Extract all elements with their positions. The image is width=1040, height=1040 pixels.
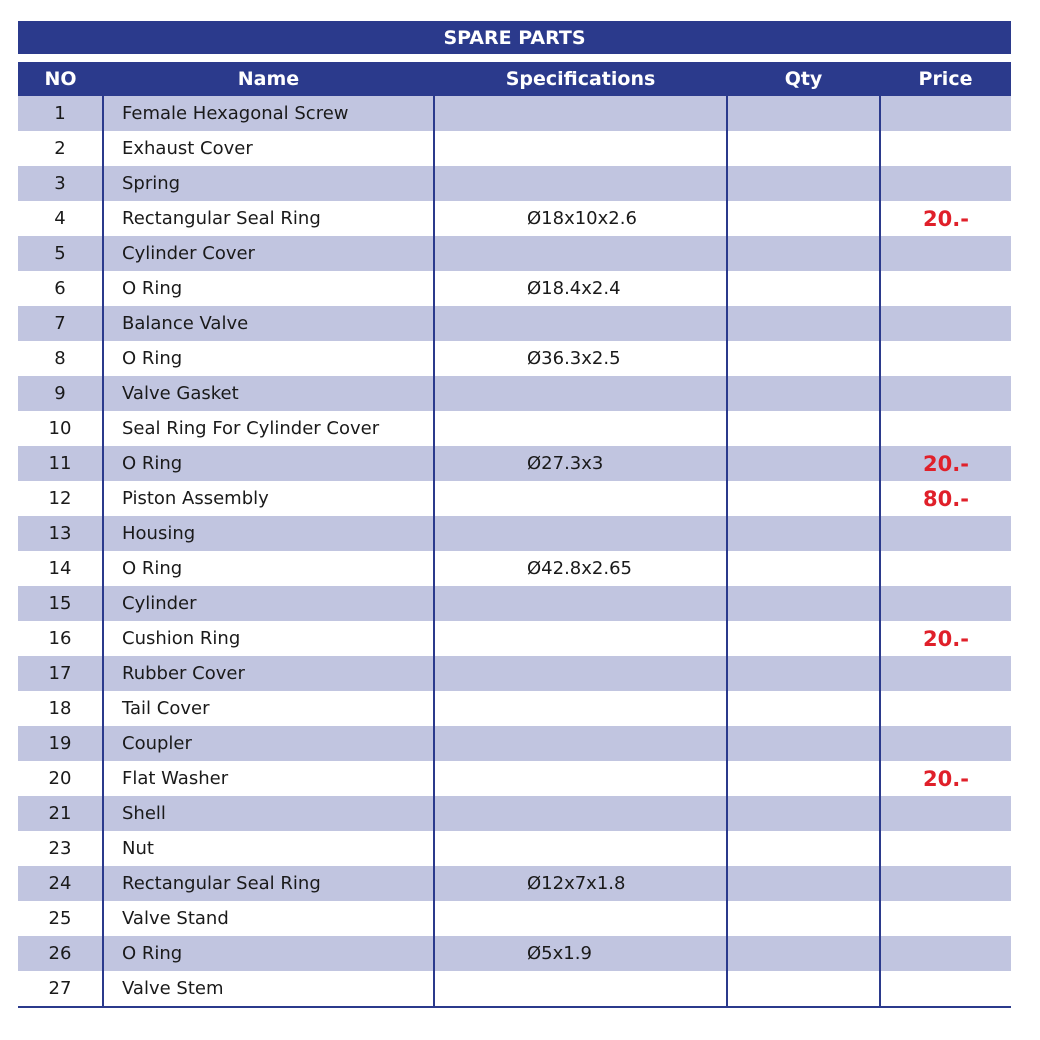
cell-name: O Ring <box>103 551 434 586</box>
table-row <box>18 796 1011 831</box>
cell-no: 24 <box>18 866 103 901</box>
cell-name: O Ring <box>103 936 434 971</box>
cell-no: 9 <box>18 376 103 411</box>
cell-no: 5 <box>18 236 103 271</box>
cell-name: O Ring <box>103 341 434 376</box>
title-gap <box>18 54 1011 62</box>
cell-specifications: Ø18x10x2.6 <box>434 201 727 236</box>
cell-qty <box>727 621 880 656</box>
cell-no: 18 <box>18 691 103 726</box>
cell-price: 20.- <box>880 446 1011 481</box>
table-row <box>18 621 1011 656</box>
cell-no: 20 <box>18 761 103 796</box>
table-row <box>18 516 1011 551</box>
cell-no: 11 <box>18 446 103 481</box>
cell-name: Cylinder Cover <box>103 236 434 271</box>
cell-no: 4 <box>18 201 103 236</box>
cell-name: Rectangular Seal Ring <box>103 201 434 236</box>
table-row <box>18 481 1011 516</box>
cell-name: Balance Valve <box>103 306 434 341</box>
cell-qty <box>727 866 880 901</box>
cell-name: Rectangular Seal Ring <box>103 866 434 901</box>
cell-qty <box>727 341 880 376</box>
cell-name: Exhaust Cover <box>103 131 434 166</box>
cell-name: Seal Ring For Cylinder Cover <box>103 411 434 446</box>
cell-qty <box>727 586 880 621</box>
cell-no: 2 <box>18 131 103 166</box>
cell-name: Female Hexagonal Screw <box>103 96 434 131</box>
cell-specifications: Ø18.4x2.4 <box>434 271 727 306</box>
cell-price <box>880 96 1011 131</box>
table-row <box>18 551 1011 586</box>
cell-qty <box>727 726 880 761</box>
cell-price <box>880 586 1011 621</box>
cell-price <box>880 901 1011 936</box>
cell-specifications: Ø12x7x1.8 <box>434 866 727 901</box>
table-row <box>18 971 1011 1007</box>
cell-no: 27 <box>18 971 103 1007</box>
cell-specifications <box>434 726 727 761</box>
cell-specifications <box>434 691 727 726</box>
cell-price <box>880 341 1011 376</box>
table-row <box>18 446 1011 481</box>
cell-qty <box>727 796 880 831</box>
page-title: SPARE PARTS <box>18 21 1011 54</box>
cell-price <box>880 831 1011 866</box>
cell-name: Valve Stem <box>103 971 434 1007</box>
table-body <box>18 96 1011 1007</box>
cell-price <box>880 971 1011 1007</box>
cell-price <box>880 691 1011 726</box>
cell-price <box>880 866 1011 901</box>
cell-specifications <box>434 411 727 446</box>
cell-price: 20.- <box>880 621 1011 656</box>
cell-specifications <box>434 901 727 936</box>
cell-specifications <box>434 516 727 551</box>
cell-specifications <box>434 96 727 131</box>
cell-name: O Ring <box>103 446 434 481</box>
cell-name: Valve Gasket <box>103 376 434 411</box>
cell-qty <box>727 411 880 446</box>
cell-name: Cushion Ring <box>103 621 434 656</box>
spare-parts-table <box>18 62 1011 1008</box>
cell-no: 17 <box>18 656 103 691</box>
spare-parts-sheet <box>18 21 1011 1008</box>
cell-specifications <box>434 376 727 411</box>
cell-price <box>880 656 1011 691</box>
table-row <box>18 306 1011 341</box>
cell-no: 10 <box>18 411 103 446</box>
cell-qty <box>727 376 880 411</box>
cell-qty <box>727 936 880 971</box>
cell-qty <box>727 761 880 796</box>
cell-no: 3 <box>18 166 103 201</box>
table-row <box>18 236 1011 271</box>
cell-specifications: Ø42.8x2.65 <box>434 551 727 586</box>
cell-price <box>880 411 1011 446</box>
cell-qty <box>727 691 880 726</box>
cell-qty <box>727 166 880 201</box>
cell-price <box>880 131 1011 166</box>
table-row <box>18 691 1011 726</box>
cell-name: Rubber Cover <box>103 656 434 691</box>
cell-qty <box>727 201 880 236</box>
cell-price <box>880 271 1011 306</box>
header-no: NO <box>18 62 103 96</box>
cell-name: Tail Cover <box>103 691 434 726</box>
cell-no: 16 <box>18 621 103 656</box>
cell-price: 20.- <box>880 761 1011 796</box>
cell-no: 7 <box>18 306 103 341</box>
cell-no: 14 <box>18 551 103 586</box>
cell-specifications <box>434 831 727 866</box>
cell-specifications <box>434 166 727 201</box>
cell-no: 12 <box>18 481 103 516</box>
cell-no: 8 <box>18 341 103 376</box>
cell-no: 19 <box>18 726 103 761</box>
cell-price <box>880 236 1011 271</box>
table-row <box>18 341 1011 376</box>
table-header <box>18 62 1011 96</box>
header-price: Price <box>880 62 1011 96</box>
table-row <box>18 411 1011 446</box>
table-row <box>18 936 1011 971</box>
cell-qty <box>727 481 880 516</box>
cell-price <box>880 516 1011 551</box>
cell-no: 21 <box>18 796 103 831</box>
table-row <box>18 831 1011 866</box>
cell-specifications <box>434 306 727 341</box>
header-name: Name <box>103 62 434 96</box>
header-qty: Qty <box>727 62 880 96</box>
table-row <box>18 131 1011 166</box>
cell-name: O Ring <box>103 271 434 306</box>
cell-specifications: Ø5x1.9 <box>434 936 727 971</box>
cell-qty <box>727 96 880 131</box>
cell-name: Piston Assembly <box>103 481 434 516</box>
cell-name: Flat Washer <box>103 761 434 796</box>
cell-specifications <box>434 586 727 621</box>
table-row <box>18 96 1011 131</box>
cell-qty <box>727 236 880 271</box>
table-row <box>18 201 1011 236</box>
cell-specifications <box>434 971 727 1007</box>
cell-price <box>880 936 1011 971</box>
cell-specifications <box>434 481 727 516</box>
cell-specifications <box>434 621 727 656</box>
table-row <box>18 726 1011 761</box>
cell-name: Shell <box>103 796 434 831</box>
cell-specifications <box>434 761 727 796</box>
cell-no: 13 <box>18 516 103 551</box>
cell-name: Spring <box>103 166 434 201</box>
cell-qty <box>727 901 880 936</box>
table-row <box>18 271 1011 306</box>
table-row <box>18 866 1011 901</box>
cell-no: 25 <box>18 901 103 936</box>
cell-no: 1 <box>18 96 103 131</box>
cell-price <box>880 796 1011 831</box>
cell-specifications <box>434 131 727 166</box>
table-row <box>18 656 1011 691</box>
cell-qty <box>727 131 880 166</box>
cell-name: Housing <box>103 516 434 551</box>
cell-specifications <box>434 796 727 831</box>
cell-no: 15 <box>18 586 103 621</box>
cell-name: Cylinder <box>103 586 434 621</box>
cell-qty <box>727 831 880 866</box>
cell-price: 80.- <box>880 481 1011 516</box>
table-row <box>18 901 1011 936</box>
cell-price <box>880 376 1011 411</box>
cell-price <box>880 306 1011 341</box>
cell-qty <box>727 551 880 586</box>
cell-qty <box>727 446 880 481</box>
cell-no: 26 <box>18 936 103 971</box>
cell-specifications: Ø36.3x2.5 <box>434 341 727 376</box>
cell-name: Valve Stand <box>103 901 434 936</box>
cell-qty <box>727 656 880 691</box>
header-row <box>18 62 1011 96</box>
cell-specifications: Ø27.3x3 <box>434 446 727 481</box>
cell-no: 23 <box>18 831 103 866</box>
cell-price: 20.- <box>880 201 1011 236</box>
cell-qty <box>727 271 880 306</box>
cell-name: Nut <box>103 831 434 866</box>
table-row <box>18 166 1011 201</box>
cell-name: Coupler <box>103 726 434 761</box>
cell-price <box>880 726 1011 761</box>
cell-no: 6 <box>18 271 103 306</box>
table-row <box>18 761 1011 796</box>
cell-qty <box>727 971 880 1007</box>
cell-qty <box>727 306 880 341</box>
table-row <box>18 376 1011 411</box>
cell-specifications <box>434 656 727 691</box>
cell-qty <box>727 516 880 551</box>
header-specifications: Specifications <box>434 62 727 96</box>
table-row <box>18 586 1011 621</box>
cell-specifications <box>434 236 727 271</box>
cell-price <box>880 166 1011 201</box>
cell-price <box>880 551 1011 586</box>
